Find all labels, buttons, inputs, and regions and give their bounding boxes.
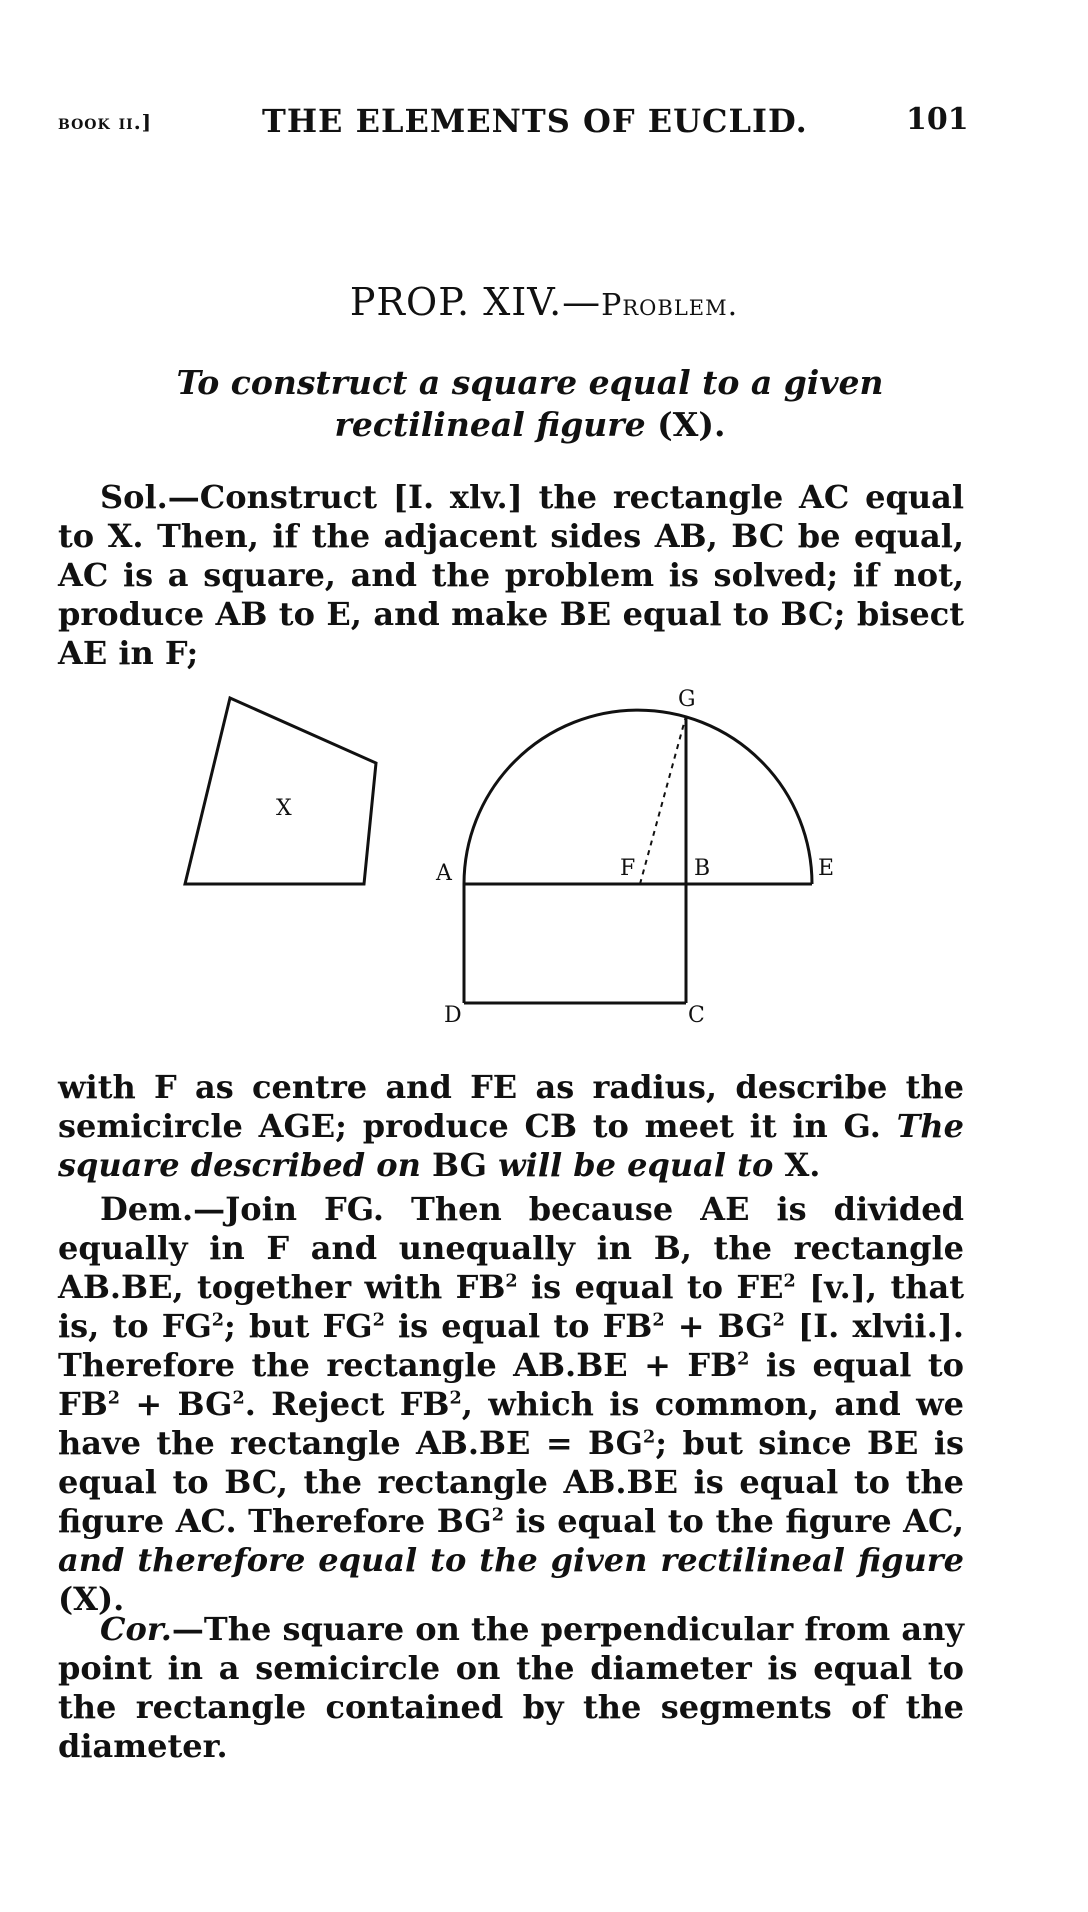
construction-continuation [58, 1068, 964, 1185]
enunciation-figure-ref: (X). [657, 405, 726, 444]
dem-part-4: ; but FG [224, 1307, 373, 1345]
enunciation-text: To construct a square equal to a given rectilineal figure [176, 363, 884, 444]
proposition-number: PROP. XIV.— [349, 280, 602, 324]
dem-part-6: + BG [664, 1307, 773, 1345]
corollary-paragraph [58, 1610, 964, 1766]
dem-emphasis: and therefore equal to the given rectilineal figure [58, 1541, 964, 1579]
exponent: 2 [643, 1426, 656, 1448]
solution-paragraph [58, 478, 964, 673]
dem-part-3: [v.], that is, to FG [58, 1268, 965, 1345]
exponent: 2 [652, 1309, 665, 1331]
label-a: A [436, 861, 452, 886]
exponent: 2 [772, 1309, 785, 1331]
dem-part-1: —Join FG. Then because AE is divided equally in F and unequally in B, the rectangle AB.BE, together with FB [58, 1190, 964, 1306]
enunciation [90, 362, 970, 446]
geometric-figure [0, 660, 1088, 1060]
exponent: 2 [107, 1387, 121, 1409]
dem-part-5: is equal to FB [384, 1307, 653, 1345]
figure-x-quadrilateral [185, 698, 376, 884]
book-reference: book ii.] [58, 110, 153, 134]
exponent: 2 [232, 1387, 245, 1409]
label-c: C [688, 1003, 705, 1028]
label-e: E [818, 856, 835, 881]
demonstration-paragraph [58, 1190, 964, 1619]
conclusion-emphasis-2: will be equal to [498, 1146, 774, 1184]
exponent: 2 [505, 1270, 518, 1292]
dem-part-12: ; but since BE is equal to BC, the rectangle AB.BE is equal to the figure AC. Therefore BG [58, 1424, 964, 1540]
dem-part-2: is equal to FE [517, 1268, 784, 1306]
conclusion-bg: BG [432, 1146, 487, 1184]
corollary-text: —The square on the perpendicular from any point in a semicircle on the diameter is equal to the rectangle contained by the segments of the diameter. [58, 1610, 964, 1765]
dem-part-10: . Reject FB [244, 1385, 450, 1423]
exponent: 2 [491, 1504, 504, 1526]
solution-label: Sol. [100, 478, 168, 516]
solution-text: —Construct [I. xlv.] the rectangle AC equal to X. Then, if the adjacent sides AB, BC be equal, AC is a square, and the problem is solved; if not, produce AB to E, and make BE equal to BC; bisect AE in F; [58, 478, 964, 672]
line-fg-dotted [640, 716, 686, 884]
dem-end: (X). [58, 1580, 125, 1618]
label-b: B [694, 856, 711, 881]
continuation-text: with F as centre and FE as radius, describe the semicircle AGE; produce CB to meet it in G. [58, 1068, 964, 1145]
conclusion-x: X. [784, 1146, 821, 1184]
semicircle-age [464, 710, 812, 884]
exponent: 2 [449, 1387, 462, 1409]
dem-part-9: + BG [120, 1385, 233, 1423]
dem-part-8: is equal to FB [58, 1346, 965, 1423]
label-f: F [620, 856, 636, 881]
page-number: 101 [906, 102, 969, 137]
label-x: X [276, 796, 292, 821]
exponent: 2 [737, 1348, 750, 1370]
label-d: D [444, 1003, 462, 1028]
exponent: 2 [372, 1309, 385, 1331]
proposition-type: Problem. [601, 288, 739, 323]
dem-part-13: is equal to the figure AC, [503, 1502, 964, 1540]
label-g: G [678, 687, 696, 712]
dem-part-7: [I. xlvii.]. Therefore the rectangle AB.BE + FB [58, 1307, 964, 1384]
demonstration-label: Dem. [100, 1190, 194, 1228]
running-head [0, 102, 1088, 142]
book-title: THE ELEMENTS OF EUCLID. [262, 102, 808, 140]
corollary-label: Cor. [100, 1610, 172, 1648]
conclusion-emphasis-1: The square described on [58, 1107, 965, 1184]
exponent: 2 [211, 1309, 225, 1331]
dem-part-11: , which is common, and we have the rectangle AB.BE = BG [58, 1385, 965, 1462]
proposition-title [0, 280, 1088, 324]
exponent: 2 [783, 1270, 796, 1292]
